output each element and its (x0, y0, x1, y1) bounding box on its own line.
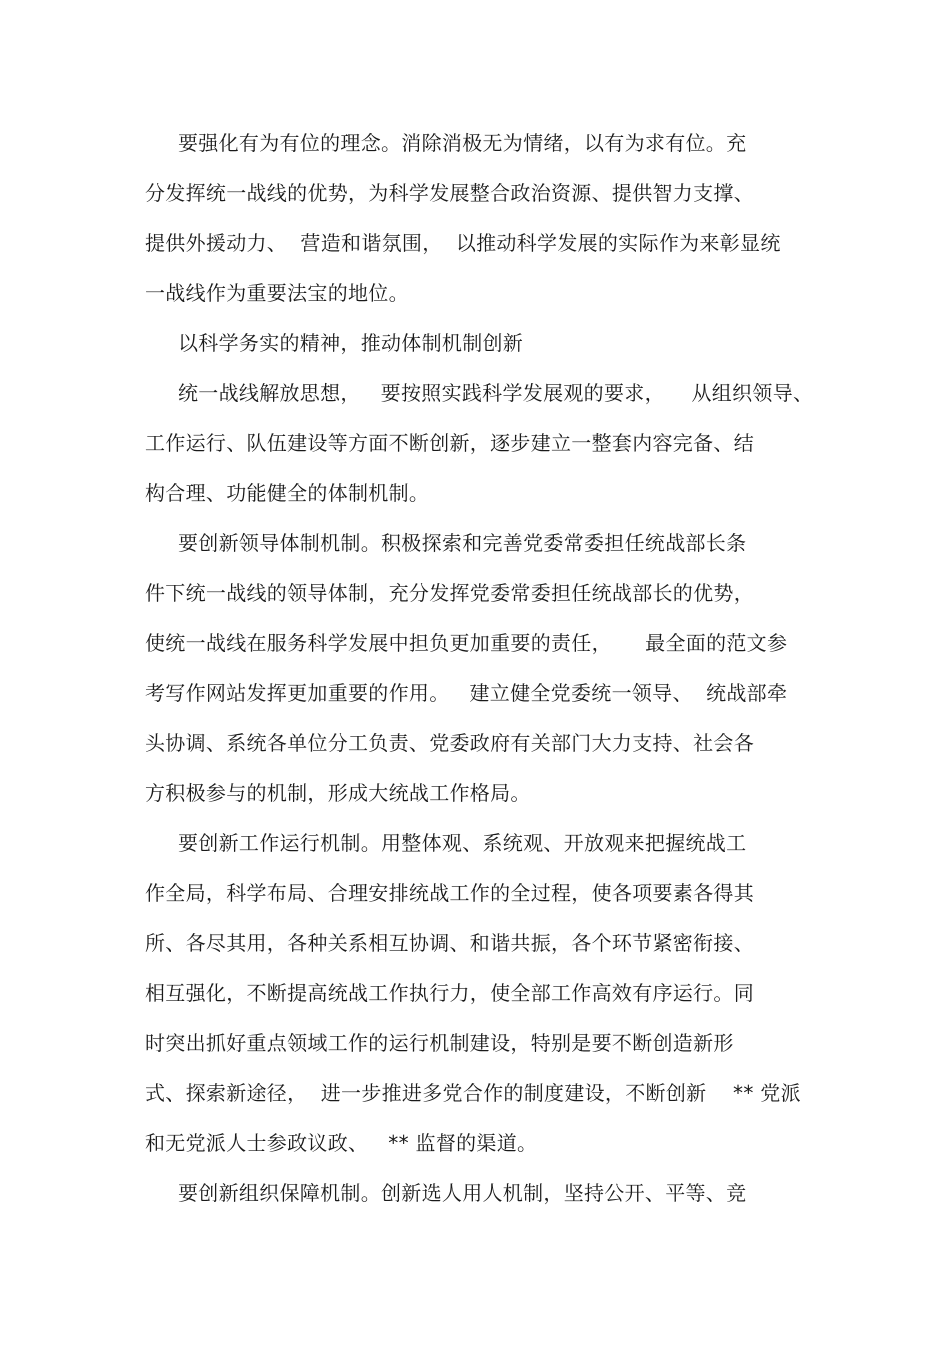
text-line: 提供外援动力、 营造和谐氛围， 以推动科学发展的实际作为来彰显统 (145, 231, 781, 255)
text-line: 要强化有为有位的理念。消除消极无为情绪，以有为求有位。充 (178, 131, 747, 155)
text-line: 一战线作为重要法宝的地位。 (145, 281, 409, 305)
text-line: 工作运行、队伍建设等方面不断创新，逐步建立一整套内容完备、结 (145, 431, 754, 455)
text-line: 统一战线解放思想， 要按照实践科学发展观的要求， 从组织领导、 (178, 381, 814, 405)
text-line: 方积极参与的机制，形成大统战工作格局。 (145, 781, 531, 805)
text-line: 要创新领导体制机制。积极探索和完善党委常委担任统战部长条 (178, 531, 747, 555)
text-line: 构合理、功能健全的体制机制。 (145, 481, 430, 505)
text-line: 分发挥统一战线的优势，为科学发展整合政治资源、提供智力支撑、 (145, 181, 754, 205)
text-line: 相互强化，不断提高统战工作执行力，使全部工作高效有序运行。同 (145, 981, 754, 1005)
text-line: 作全局，科学布局、合理安排统战工作的全过程，使各项要素各得其 (145, 881, 754, 905)
section-heading: 以科学务实的精神，推动体制机制创新 (178, 331, 524, 355)
text-line: 要创新工作运行机制。用整体观、系统观、开放观来把握统战工 (178, 831, 747, 855)
text-line: 头协调、系统各单位分工负责、党委政府有关部门大力支持、社会各 (145, 731, 754, 755)
text-line: 要创新组织保障机制。创新选人用人机制，坚持公开、平等、竞 (178, 1181, 747, 1205)
text-line: 时突出抓好重点领域工作的运行机制建设，特别是要不断创造新形 (145, 1031, 734, 1055)
text-line: 使统一战线在服务科学发展中担负更加重要的责任， 最全面的范文参 (145, 631, 788, 655)
text-line: 式、探索新途径， 进一步推进多党合作的制度建设，不断创新 ** 党派 (145, 1081, 801, 1105)
text-line: 和无党派人士参政议政、 ** 监督的渠道。 (145, 1131, 538, 1155)
text-line: 件下统一战线的领导体制，充分发挥党委常委担任统战部长的优势， (145, 581, 754, 605)
text-line: 考写作网站发挥更加重要的作用。 建立健全党委统一领导、 统战部牵 (145, 681, 788, 705)
text-line: 所、各尽其用，各种关系相互协调、和谐共振，各个环节紧密衔接、 (145, 931, 754, 955)
